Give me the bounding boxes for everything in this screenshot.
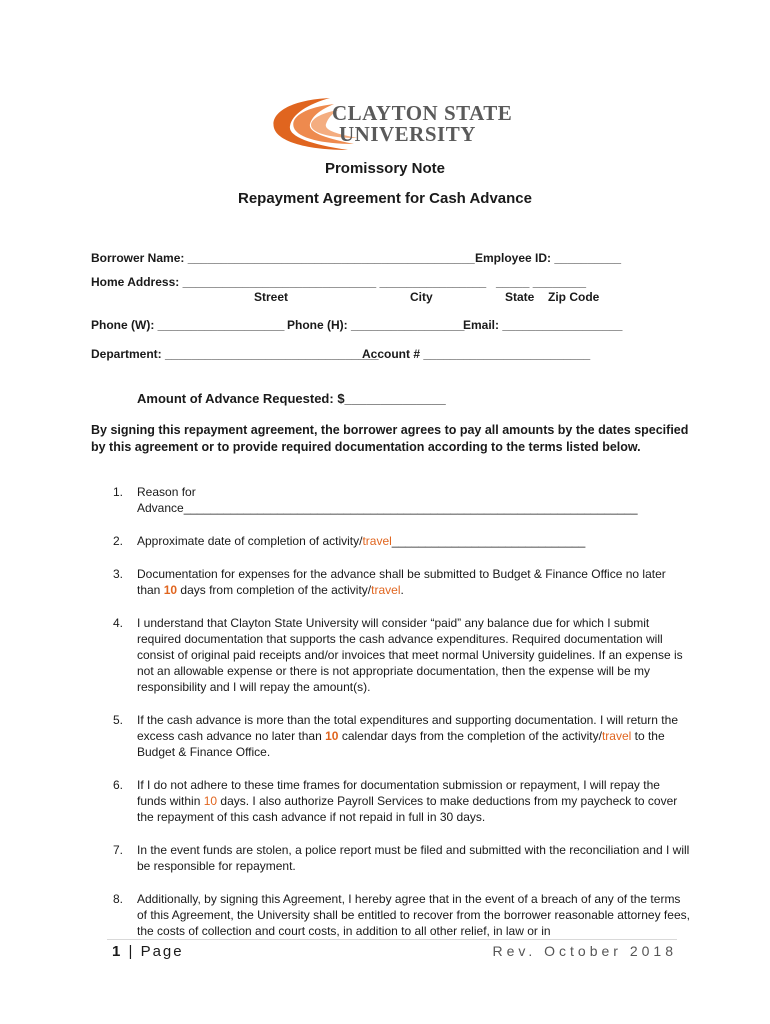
item-text: Documentation for expenses for the advance shall be submitted to Budget & Finance Office no later than [137, 567, 666, 597]
item-number: 8. [113, 892, 124, 906]
item-text: In the event funds are stolen, a police report must be filed and submitted with the reconciliation and I will be responsible for repayment. [137, 843, 690, 873]
item-days-highlight: 10 [163, 583, 178, 597]
logo-wordmark-line1: CLAYTON STATE [332, 101, 513, 125]
item-text-mid: calendar days from the completion of the activity/ [338, 729, 602, 743]
page-number [112, 943, 184, 960]
item-text: I understand that Clayton State University will consider “paid” any balance due for which I submit required documentation that supports the cash advance expenditures. Required documentation will consist of original paid receipts and/or invoices that meet normal University guidelines. If an expense is not an allowable expense or there is not appropriate documentation, then the expense will be my responsibility and I will repay the amount(s). [137, 616, 683, 694]
borrower-name-field[interactable]: Borrower Name: ___________________________________________ [91, 251, 475, 265]
item-text-end: _____________________________ [391, 534, 586, 548]
terms-list [91, 484, 691, 956]
list-item [91, 891, 691, 939]
document-title: Promissory Note [324, 160, 446, 177]
footer-divider [107, 939, 677, 940]
item-number: 4. [113, 616, 124, 630]
list-item [91, 842, 691, 874]
list-item [91, 566, 691, 598]
email-field[interactable]: Email: __________________ [463, 318, 623, 332]
state-zip-field[interactable]: _____ ________ [496, 275, 587, 289]
item-highlight: travel [362, 534, 392, 548]
item-text-end: . [400, 583, 404, 597]
account-number-field[interactable]: Account # _________________________ [362, 347, 591, 361]
home-address-field[interactable]: Home Address: _____________________________ ________________ [91, 275, 487, 289]
list-item [91, 712, 691, 760]
state-label: State [505, 290, 535, 304]
item-text: Reason for Advance____________________________________________________________________ [137, 485, 638, 515]
item-number: 1. [113, 485, 124, 499]
list-item [91, 533, 691, 549]
revision-date: Rev. October 2018 [492, 943, 677, 959]
document-subtitle: Repayment Agreement for Cash Advance [238, 190, 532, 207]
department-field[interactable]: Department: ________________________________ [91, 347, 379, 361]
item-number: 5. [113, 713, 124, 727]
item-highlight: travel [371, 583, 401, 597]
item-days-highlight: 10 [203, 794, 218, 808]
city-label: City [410, 290, 433, 304]
item-number: 2. [113, 534, 124, 548]
list-item [91, 615, 691, 695]
amount-requested-field[interactable]: Amount of Advance Requested: $______________ [137, 391, 446, 406]
item-text: If the cash advance is more than the total expenditures and supporting documentation. I will return the excess cash advance no later than [137, 713, 678, 743]
item-text-mid: days from completion of the activity/ [177, 583, 372, 597]
list-item [91, 484, 691, 516]
item-text-end: to the Budget & Finance Office. [137, 729, 665, 759]
page-number-value: 1 [112, 943, 123, 960]
logo-wordmark-line2: UNIVERSITY [339, 122, 476, 146]
item-highlight: travel [601, 729, 632, 743]
phone-home-field[interactable]: Phone (H): _________________ [287, 318, 465, 332]
item-text-end: days. I also authorize Payroll Services to make deductions from my paycheck to cover the repayment of this cash advance if not repaid in full in 30 days. [137, 794, 678, 824]
item-number: 3. [113, 567, 124, 581]
page-label: | Page [122, 943, 184, 960]
street-label: Street [254, 290, 289, 304]
item-number: 7. [113, 843, 124, 857]
item-number: 6. [113, 778, 124, 792]
agreement-intro: By signing this repayment agreement, the borrower agrees to pay all amounts by the dates specified by this agreement or to provide required documentation according to the terms listed below. [91, 423, 689, 454]
zip-code-label: Zip Code [548, 290, 600, 304]
item-days-highlight: 10 [325, 729, 339, 743]
item-text: If I do not adhere to these time frames for documentation submission or repayment, I will repay the funds within [137, 778, 660, 808]
employee-id-field[interactable]: Employee ID: __________ [475, 251, 622, 265]
phone-work-field[interactable]: Phone (W): ___________________ [91, 318, 285, 332]
item-text: Approximate date of completion of activity/ [137, 534, 363, 548]
list-item [91, 777, 691, 825]
item-text: Additionally, by signing this Agreement, I hereby agree that in the event of a breach of any of the terms of this Agreement, the University shall be entitled to recover from the borrower reasonable attorney fees, the costs of collection and court costs, in addition to all other relief, in law or in [137, 892, 690, 938]
